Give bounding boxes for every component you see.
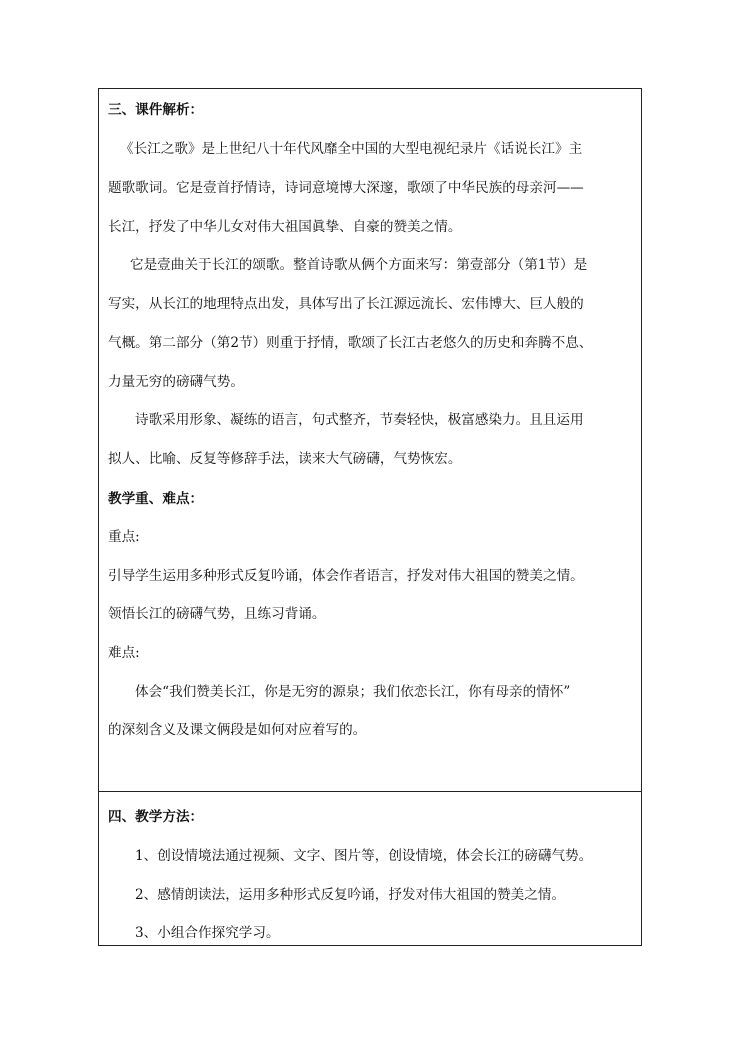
method-item-1: 1、创设情境法通过视频、文字、图片等，创设情境，体会长江的磅礴气势。 xyxy=(135,848,593,864)
section-teaching-methods xyxy=(99,791,641,945)
para2-line-1: 它是壹曲关于长江的颂歌。整首诗歌从俩个方面来写：第壹部分（第1节）是 xyxy=(130,257,588,273)
section4-heading: 四、教学方法： xyxy=(108,809,204,825)
para1-line-2: 题歌歌词。它是壹首抒情诗，诗词意境博大深邃，歌颂了中华民族的母亲河—— xyxy=(108,180,584,196)
method-item-3: 3、小组合作探究学习。 xyxy=(135,925,280,941)
lesson-plan-table xyxy=(98,88,642,946)
key-point-line-1: 引导学生运用多种形式反复吟诵，体会作者语言，抒发对伟大祖国的赞美之情。 xyxy=(108,568,584,584)
difficulty-line-1: 体会“我们赞美长江，你是无穷的源泉；我们依恋长江，你有母亲的情怀” xyxy=(135,684,571,700)
para1-line-1: 《长江之歌》是上世纪八十年代风靡全中国的大型电视纪录片《话说长江》主 xyxy=(120,141,583,157)
difficulty-label: 难点: xyxy=(108,645,140,661)
para3-line-2: 拟人、比喻、反复等修辞手法，读来大气磅礴，气势恢宏。 xyxy=(108,451,462,467)
method-item-2: 2、感情朗读法，运用多种形式反复吟诵，抒发对伟大祖国的赞美之情。 xyxy=(135,887,566,903)
para1-line-3: 长江，抒发了中华儿女对伟大祖国眞挚、自豪的赞美之情。 xyxy=(108,219,462,235)
difficulty-line-2: 的深刻含义及课文俩段是如何对应着写的。 xyxy=(108,722,367,738)
para2-line-2: 写实，从长江的地理特点出发，具体写出了长江源远流长、宏伟博大、巨人般的 xyxy=(108,296,584,312)
section3-heading: 三、课件解析： xyxy=(108,102,204,118)
para2-line-3: 气概。第二部分（第2节）则重于抒情，歌颂了长江古老悠久的历史和奔腾不息、 xyxy=(108,335,593,351)
key-point-line-2: 领悟长江的磅礴气势，且练习背诵。 xyxy=(108,606,326,622)
para3-line-1: 诗歌采用形象、凝练的语言，句式整齐，节奏轻快，极富感染力。且且运用 xyxy=(135,412,584,428)
key-points-heading: 教学重、难点： xyxy=(108,491,204,507)
key-point-label: 重点: xyxy=(108,529,140,545)
section-courseware-analysis xyxy=(99,89,641,792)
para2-line-4: 力量无穷的磅礴气势。 xyxy=(108,374,244,390)
